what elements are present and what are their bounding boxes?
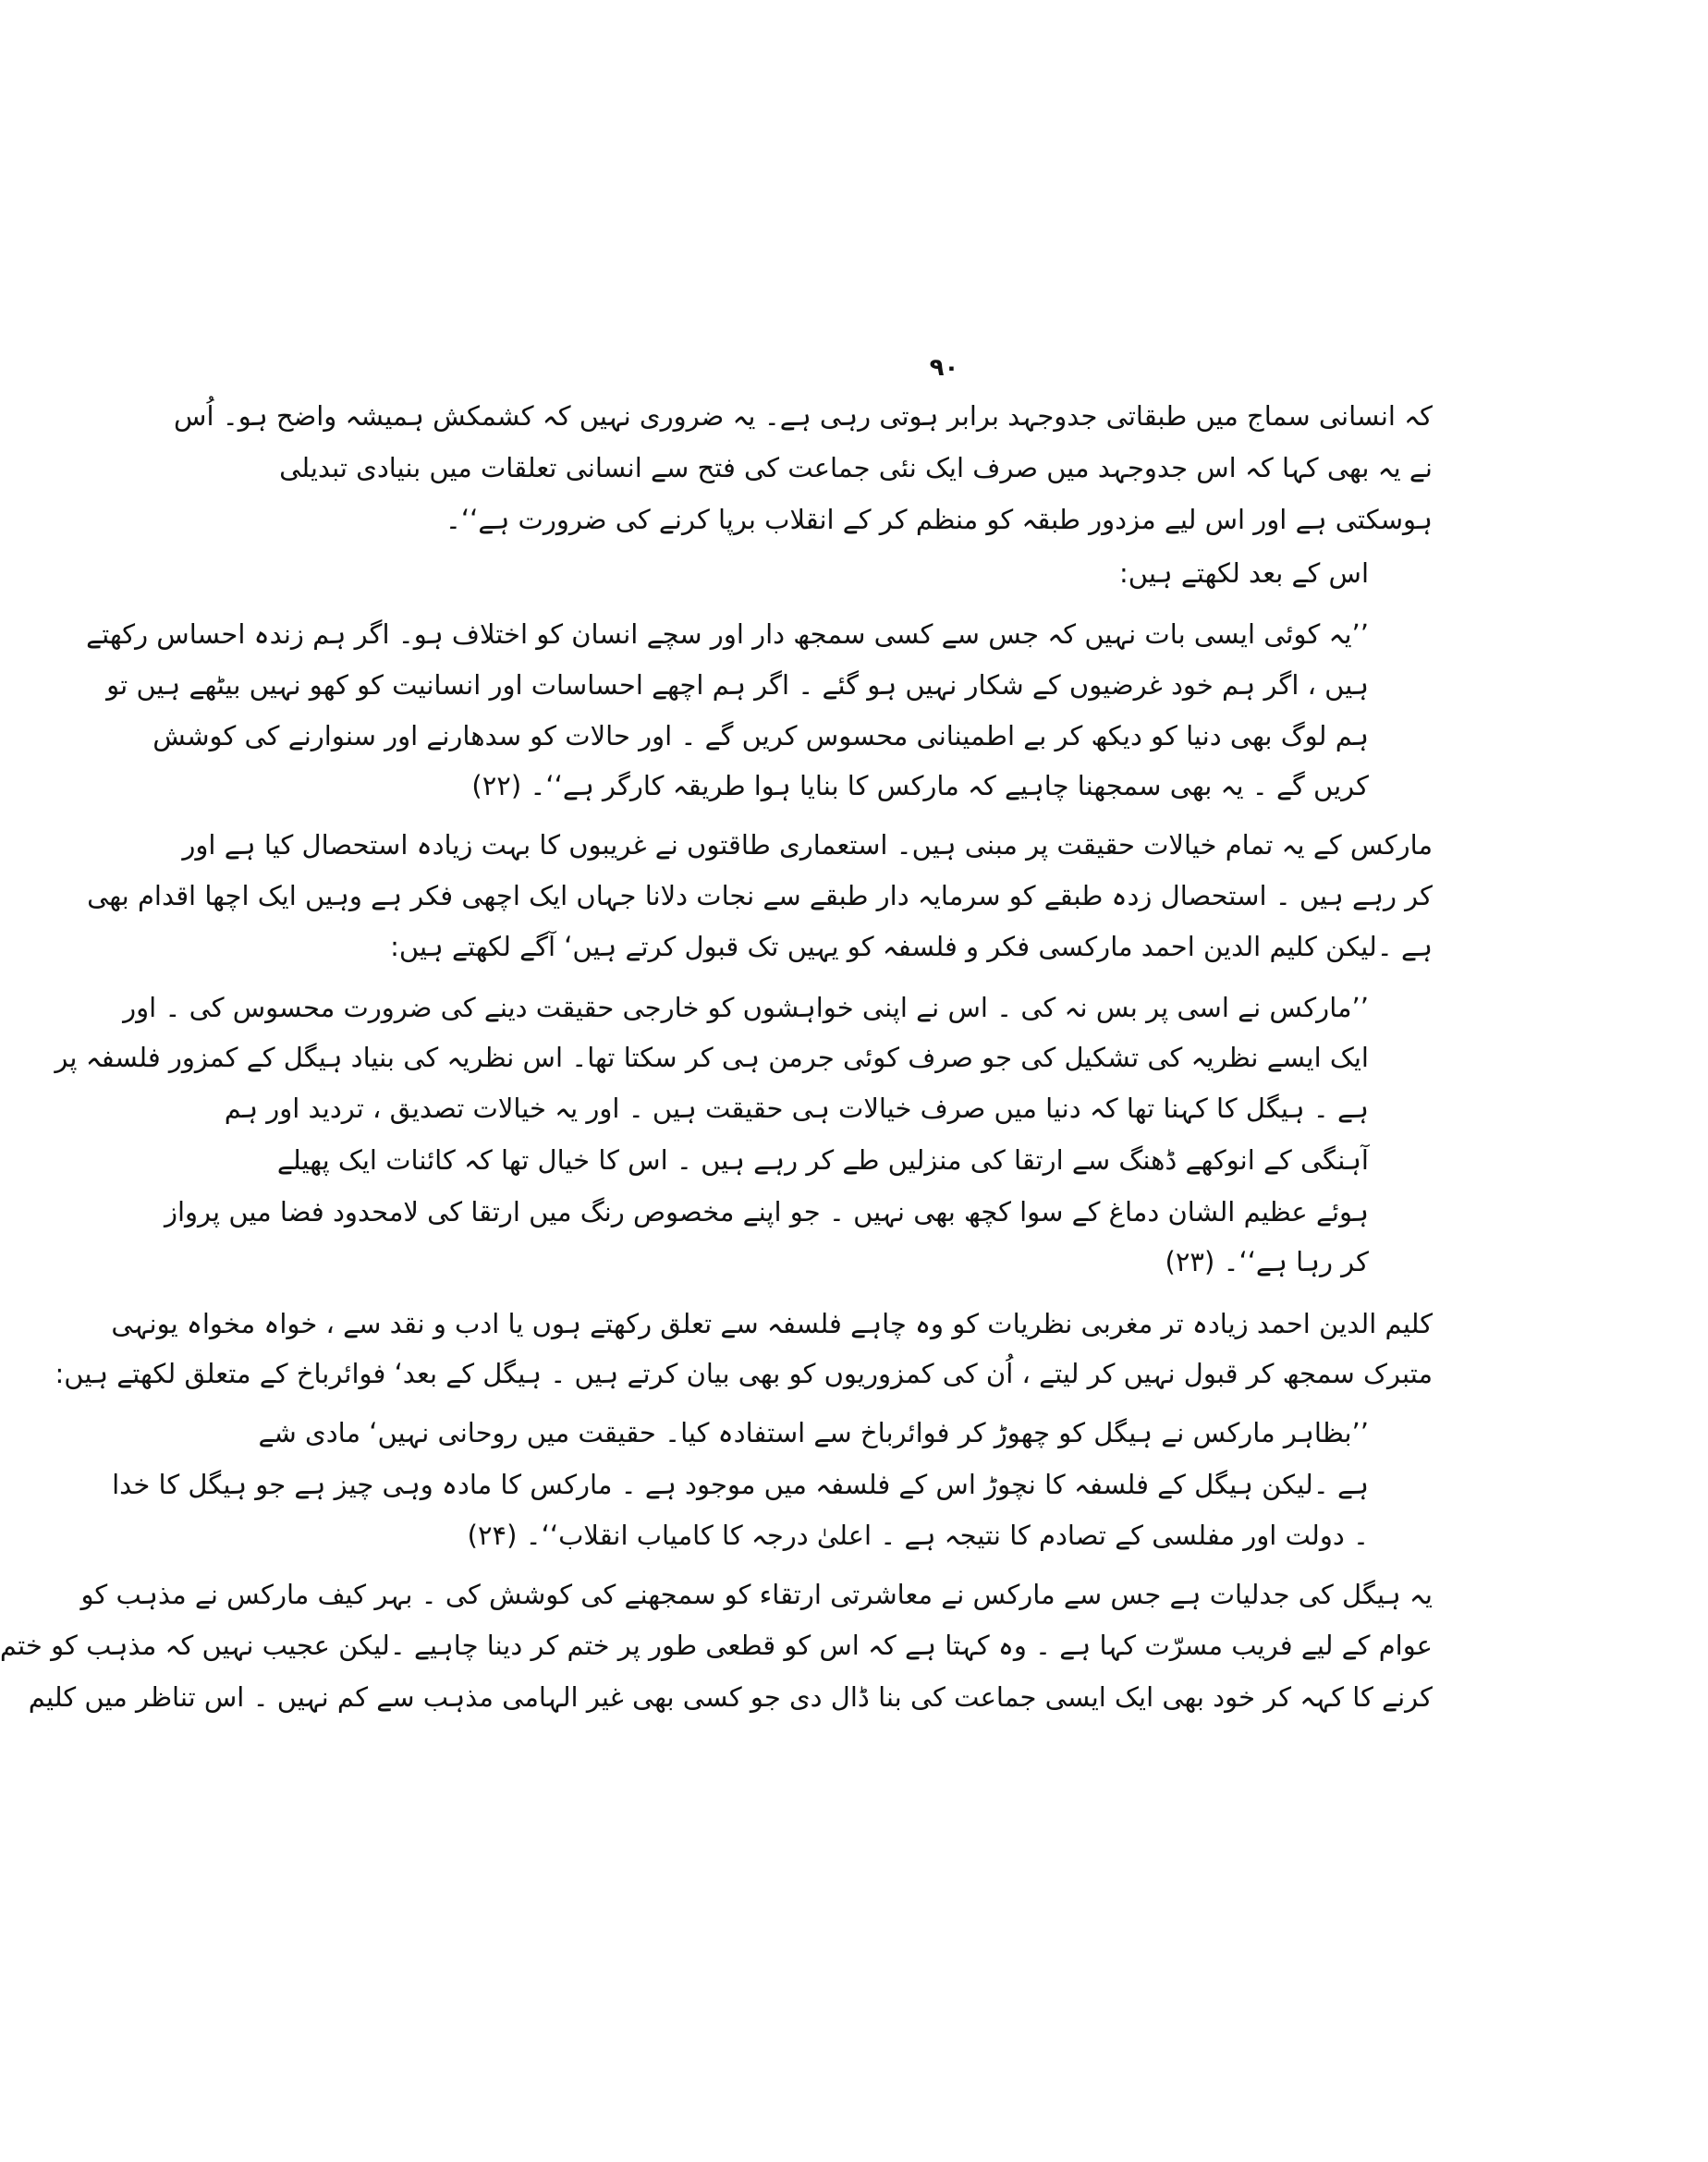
quote-line: ’’بظاہر مارکس نے ہیگل کو چھوڑ کر فوائرباخ سے استفادہ کیا۔ حقیقت میں روحانی نہیں‘ مادی شے [258,1417,1369,1448]
quote-line: ہیں ، اگر ہم خود غرضیوں کے شکار نہیں ہو گئے ۔ اگر ہم اچھے احساسات اور انسانیت کو کھو نہیں بیٹھے ہیں تو [106,669,1369,701]
text-line: متبرک سمجھ کر قبول نہیں کر لیتے ، اُن کی کمزوریوں کو بھی بیان کرتے ہیں ۔ ہیگل کے بعد‘ فوائرباخ کے متعلق لکھتے ہیں: [55,1358,1433,1389]
quote-line: ہم لوگ بھی دنیا کو دیکھ کر بے اطمینانی محسوس کریں گے ۔ اور حالات کو سدھارنے اور سنوارنے کی کوشش [152,720,1369,751]
quote-line: کر رہا ہے‘‘۔ (۲۳) [1165,1246,1369,1277]
text-line: عوام کے لیے فریب مسرّت کہا ہے ۔ وہ کہتا ہے کہ اس کو قطعی طور پر ختم کر دینا چاہیے ۔لیکن عجیب نہیں کہ مذہب کو ختم [0,1630,1433,1661]
quote-line: ہے ۔لیکن ہیگل کے فلسفہ کا نچوڑ اس کے فلسفہ میں موجود ہے ۔ مارکس کا مادہ وہی چیز ہے جو ہیگل کا خدا [112,1469,1369,1500]
quote-line: ایک ایسے نظریہ کی تشکیل کی جو صرف کوئی جرمن ہی کر سکتا تھا۔ اس نظریہ کی بنیاد ہیگل کے کمزور فلسفہ پر [55,1042,1369,1073]
quote-line: ہوئے عظیم الشان دماغ کے سوا کچھ بھی نہیں ۔ جو اپنے مخصوص رنگ میں ارتقا کی لامحدود فضا میں پرواز [164,1196,1369,1228]
quote-line: ۔ دولت اور مفلسی کے تصادم کا نتیجہ ہے ۔ اعلیٰ درجہ کا کامیاب انقلاب‘‘۔ (۲۴) [467,1520,1369,1551]
text-line: کر رہے ہیں ۔ استحصال زدہ طبقے کو سرمایہ دار طبقے سے نجات دلانا جہاں ایک اچھی فکر ہے وہیں ایک اچھا اقدام بھی [87,880,1433,911]
quote-line: ہے ۔ ہیگل کا کہنا تھا کہ دنیا میں صرف خیالات ہی حقیقت ہیں ۔ اور یہ خیالات تصدیق ، تردید اور ہم [224,1093,1369,1124]
text-line: کرنے کا کہہ کر خود بھی ایک ایسی جماعت کی بنا ڈال دی جو کسی بھی غیر الہامی مذہب سے کم نہیں ۔ اس تناظر میں کلیم [28,1681,1433,1713]
text-line: ہے ۔لیکن کلیم الدین احمد مارکسی فکر و فلسفہ کو یہیں تک قبول کرتے ہیں‘ آگے لکھتے ہیں: [390,931,1433,962]
text-line: کلیم الدین احمد زیادہ تر مغربی نظریات کو وہ چاہے فلسفہ سے تعلق رکھتے ہوں یا ادب و نقد سے ، خواہ مخواہ یونہی [111,1308,1433,1339]
intro-line: اس کے بعد لکھتے ہیں: [1119,557,1369,589]
quote-line: آہنگی کے انوکھے ڈھنگ سے ارتقا کی منزلیں طے کر رہے ہیں ۔ اس کا خیال تھا کہ کائنات ایک پھیلے [276,1144,1369,1176]
quote-line: ’’یہ کوئی ایسی بات نہیں کہ جس سے کسی سمجھ دار اور سچے انسان کو اختلاف ہو۔ اگر ہم زندہ احساس رکھتے [86,618,1369,650]
text-line: مارکس کے یہ تمام خیالات حقیقت پر مبنی ہیں۔ استعماری طاقتوں نے غریبوں کا بہت زیادہ استحصال کیا ہے اور [182,829,1433,861]
page-number: ۹۰ [929,354,959,382]
text-line: کہ انسانی سماج میں طبقاتی جدوجہد برابر ہوتی رہی ہے۔ یہ ضروری نہیں کہ کشمکش ہمیشہ واضح ہو۔ اُس [174,400,1433,432]
text-line: ہوسکتی ہے اور اس لیے مزدور طبقہ کو منظم کر کے انقلاب برپا کرنے کی ضرورت ہے‘‘۔ [445,504,1433,535]
text-line: نے یہ بھی کہا کہ اس جدوجہد میں صرف ایک نئی جماعت کی فتح سے انسانی تعلقات میں بنیادی تبدیلی [279,452,1433,483]
quote-line: ’’مارکس نے اسی پر بس نہ کی ۔ اس نے اپنی خواہشوں کو خارجی حقیقت دینے کی ضرورت محسوس کی ۔ اور [123,992,1369,1023]
text-line: یہ ہیگل کی جدلیات ہے جس سے مارکس نے معاشرتی ارتقاء کو سمجھنے کی کوشش کی ۔ بہر کیف مارکس نے مذہب کو [80,1579,1433,1610]
quote-line: کریں گے ۔ یہ بھی سمجھنا چاہیے کہ مارکس کا بنایا ہوا طریقہ کارگر ہے‘‘۔ (۲۲) [471,770,1369,801]
